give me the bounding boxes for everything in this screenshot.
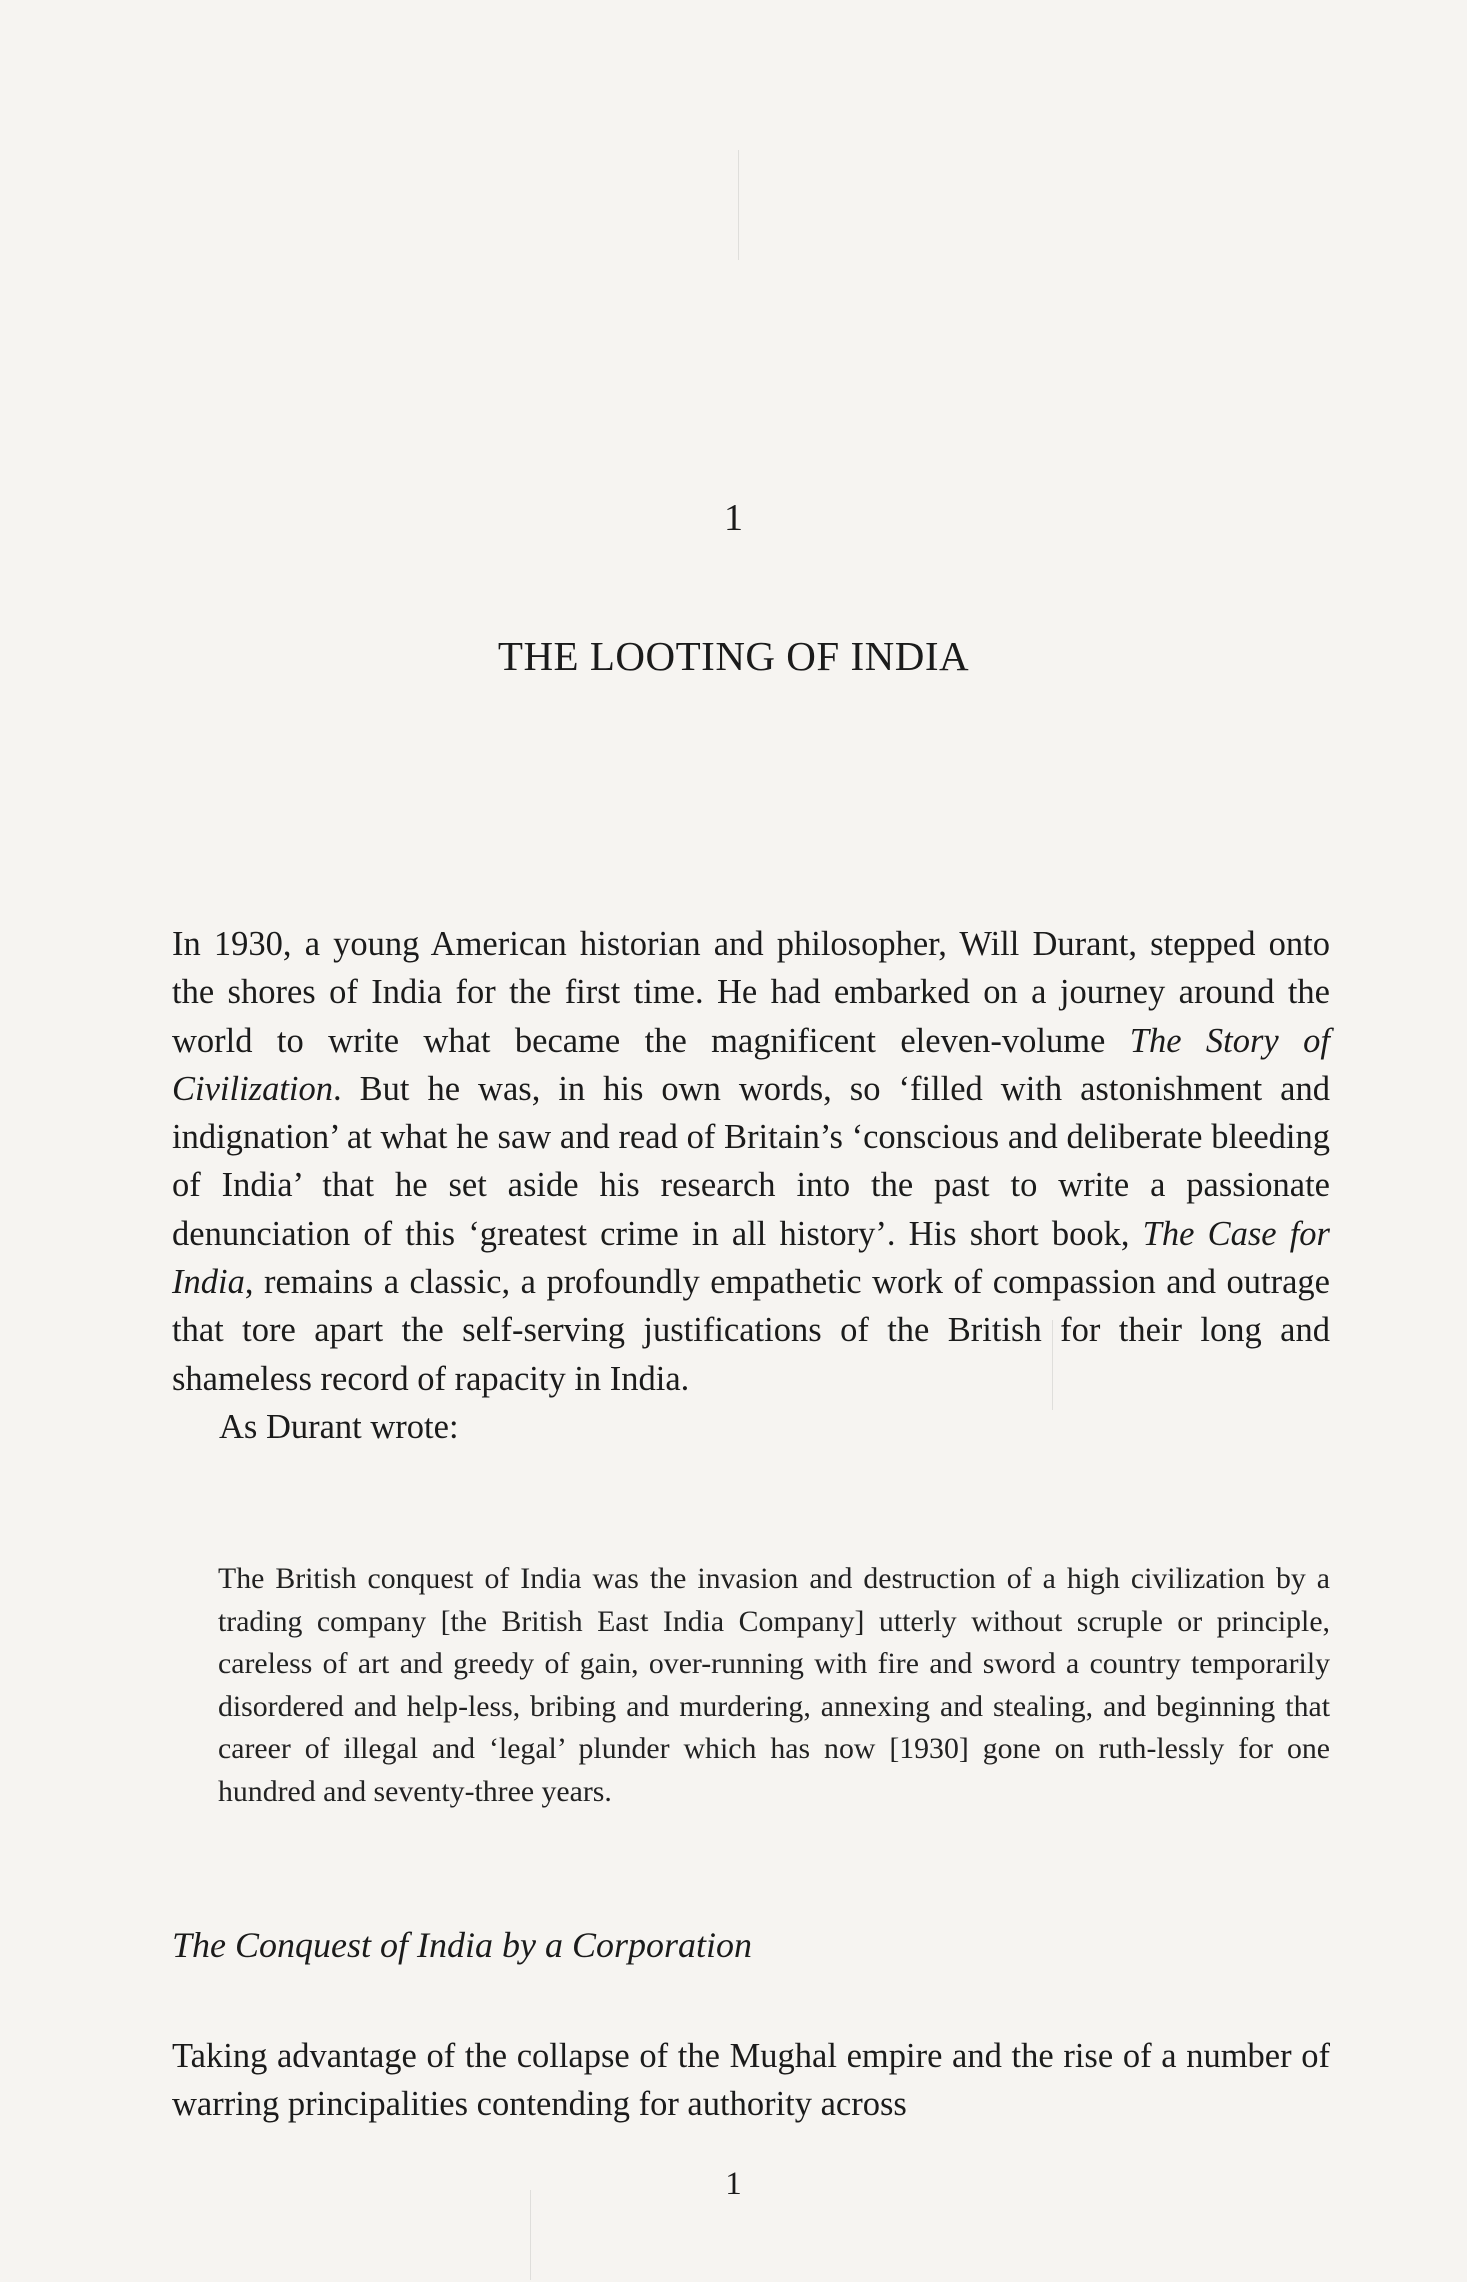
block-quote: The British conquest of India was the invasion and destruction of a high civilization by a trading company [the British East India Company] utterly without scruple or principle, careless of art and greedy of gain, over-running with fire and sword a country temporarily disordered and help-less, bribing and murdering, annexing and stealing, and beginning that career of illegal and ‘legal’ plunder which has now [1930] gone on ruth-lessly for one hundred and seventy-three years. bbox=[218, 1562, 1330, 1808]
paragraph-intro-text-3: , remains a classic, a profoundly empathetic work of compassion and outrage that tore apart the self-serving justifications of the British for their long and shameless record of rapacity in India. bbox=[172, 1263, 1330, 1398]
paragraph-conquest: Taking advantage of the collapse of the Mughal empire and the rise of a number of warring principalities contending for authority across bbox=[172, 2037, 1330, 2124]
paragraph-intro-text-2: . But he was, in his own words, so ‘filled with astonishment and indignation’ at what he saw and read of Britain’s ‘conscious and deliberate bleeding of India’ that he set aside his research into the past to write a passionate denunciation of this ‘greatest crime in all history’. His short book, bbox=[172, 1069, 1330, 1253]
book-title-story-of-civilization: The Story of Civilization bbox=[172, 1021, 1330, 1108]
page-number: 1 bbox=[725, 2166, 742, 2202]
scan-artifact bbox=[738, 150, 739, 260]
book-title-case-for-india: The Case for India bbox=[172, 1214, 1330, 1302]
chapter-number: 1 bbox=[724, 497, 743, 539]
paragraph-intro-text-1: In 1930, a young American historian and philosopher, Will Durant, stepped onto the shores of India for the first time. He had embarked on a journey around the world to write what became the magnificent eleven-volume bbox=[172, 925, 1330, 1060]
section-heading: The Conquest of India by a Corporation bbox=[172, 1925, 753, 1965]
chapter-title: THE LOOTING OF INDIA bbox=[497, 633, 970, 679]
paragraph-quote-lead: As Durant wrote: bbox=[219, 1408, 459, 1446]
paragraph-intro bbox=[172, 920, 1330, 1403]
